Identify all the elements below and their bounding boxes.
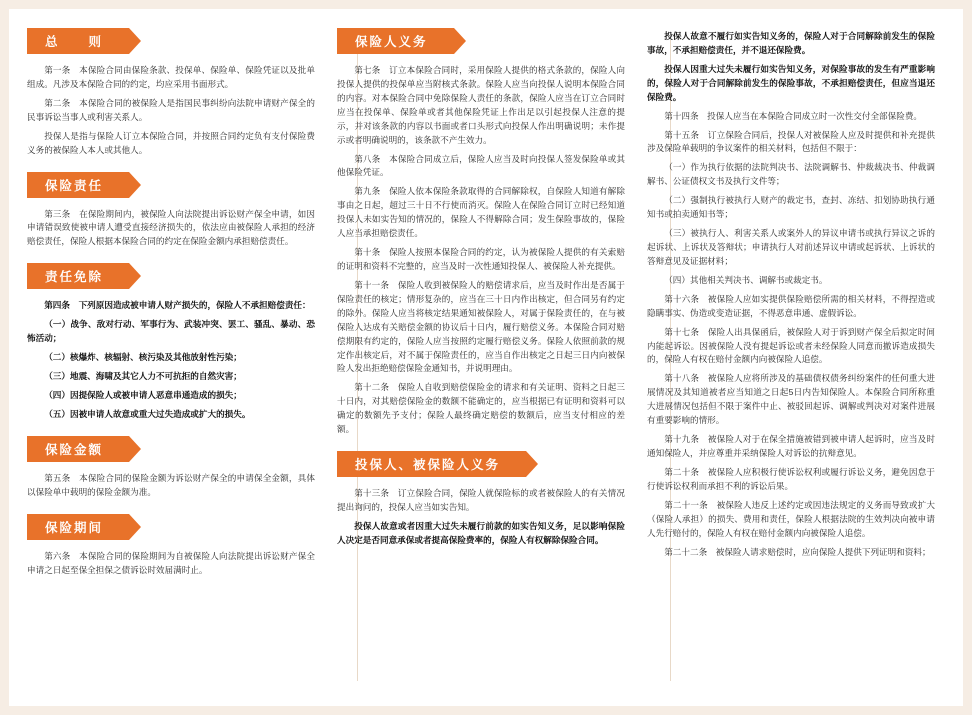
section-heading-label: 保险金额 [45, 442, 104, 457]
paragraph: 第十三条 订立保险合同，保险人就保险标的或者被保险人的有关情况提出询问的，投保人应当如实告知。 [337, 488, 625, 512]
paragraph: 第七条 订立本保险合同时，采用保险人提供的格式条款的，保险人向投保人提供的投保单应当附核式条款。保险人应当向投保人说明本保险合同的内容。对本保险合同中免除保险人责任的条款，保险人应当在订立合同时应当在投保单、保险单或者其他保险凭证上作出足以引起投保人注意的提示，并对该条款的内容以书面或者口头形式向投保人作出明确说明；未作提示或者明确说明的，该条款不产生效力。 [337, 65, 625, 145]
section-heading-label: 保险期间 [45, 520, 104, 535]
section-policyholder-obligations [337, 451, 625, 548]
paragraph: 第六条 本保险合同的保险期间为自被保险人向法院提出诉讼财产保全申请之日起至保全担保之债诉讼时效届满时止。 [27, 550, 315, 575]
section-general-provisions [27, 28, 315, 158]
paragraph: （五）因被申请人故意或重大过失造成或扩大的损失。 [44, 408, 251, 419]
paragraph: 投保人故意或者因重大过失未履行前款的如实告知义务，足以影响保险人决定是否同意承保或者提高保险费率的，保险人有权解除保险合同。 [337, 520, 625, 545]
section-continued [647, 30, 935, 559]
paragraph: 第四条 下列原因造成被申请人财产损失的，保险人不承担赔偿责任： [44, 300, 311, 311]
paragraph: （一）战争、敌对行动、军事行为、武装冲突、罢工、骚乱、暴动、恐怖活动； [27, 319, 315, 344]
section-insurance-period [27, 514, 315, 578]
paragraph: （二）强制执行被执行人财产的裁定书，查封、冻结、扣划协助执行通知书或拍卖通知书等； [647, 195, 935, 220]
section-heading-label: 保险责任 [45, 178, 104, 193]
paragraph: 第二十条 被保险人应积极行使诉讼权利或履行诉讼义务，避免因怠于行使诉讼权利而承担不利的诉讼后果。 [647, 466, 935, 491]
section-heading-insurance-liability [27, 172, 315, 198]
paragraph: 第十七条 保险人出具保函后，被保险人对于诉到财产保全后拟定时间内能起诉讼。因被保险人没有提起诉讼或者未经保险人同意而撤诉造成损失的，保险人有权在赔付金额内向被保险人追偿。 [647, 326, 935, 365]
section-heading-general-provisions [27, 28, 315, 54]
paragraph: 第十条 保险人按照本保险合同的约定，认为被保险人提供的有关索赔的证明和资料不完整的，应当及时一次性通知投保人、被保险人补充提供。 [337, 247, 625, 271]
section-heading-insured-amount [27, 436, 315, 462]
column-3 [647, 28, 935, 693]
paragraph: 第八条 本保险合同成立后，保险人应当及时向投保人签发保险单或其他保险凭证。 [337, 153, 625, 178]
paragraph: 投保人故意不履行如实告知义务的，保险人对于合同解除前发生的保险事故，不承担赔偿责任，并不退还保险费。 [647, 31, 935, 55]
paragraph: （一）作为执行依据的法院判决书、法院调解书、仲裁裁决书、仲裁调解书、公证债权文书及执行文件等； [647, 162, 935, 187]
paragraph: 第十九条 被保险人对于在保全措施被错到被申请人起诉时，应当及时通知保险人，并应尊重并采纳保险人对诉讼的抗辩意见。 [647, 434, 935, 458]
section-heading-insurance-period [27, 514, 315, 540]
paragraph: 第九条 保险人依本保险条款取得的合同解除权，自保险人知道有解除事由之日起，超过三十日不行使而消灭。保险人在保险合同订立时已经知道投保人未如实告知的情况的，保险人不得解除合同；发生保险事故的，保险人应当承担赔偿责任。 [337, 186, 625, 239]
paragraph: （二）核爆炸、核辐射、核污染及其他放射性污染； [44, 352, 242, 363]
paragraph: 第二十一条 被保险人违反上述约定或因违法规定的义务而导致或扩大（保险人承担）的损失、费用和责任，保险人根据法院的生效判决向被申请人先行赔付的，保险人有权在赔付金额内向被保险人追偿。 [647, 499, 935, 538]
column-1 [27, 28, 315, 693]
column-2 [337, 28, 625, 693]
paragraph: 投保人因重大过失未履行如实告知义务，对保险事故的发生有严重影响的，保险人对于合同解除前发生的保险事故，不承担赔偿责任，但应当退还保险费。 [647, 63, 935, 102]
section-heading-insurer-obligations [337, 28, 625, 54]
columns-container [27, 28, 945, 693]
paragraph: 第三条 在保险期间内，被保险人向法院提出诉讼财产保全申请，如因申请错误致使被申请人遭受直接经济损失的，依法应由被保险人承担的经济赔偿责任，保险人根据本保险合同的约定在保险金额内承担赔偿责任。 [27, 208, 315, 247]
paragraph: （四）因提保险人或被申请人恶意串通造成的损失； [44, 389, 242, 400]
paragraph: 投保人是指与保险人订立本保险合同，并按照合同约定负有支付保险费义务的被保险人本人或其他人。 [27, 130, 315, 155]
section-heading-label: 保险人义务 [355, 35, 428, 49]
paragraph: 第五条 本保险合同的保险金额为诉讼财产保全的申请保全金额，具体以保险单中载明的保险金额为准。 [27, 472, 315, 497]
paragraph: 第十一条 保险人收到被保险人的赔偿请求后，应当及时作出是否属于保险责任的核定；情形复杂的，应当在三十日内作出核定，但合同另有约定的除外。保险人应当将核定结果通知被保险人，对属于保险责任的，在与被保险人达成有关赔偿金额的协议后十日内，履行赔偿义务。本保险合同对赔偿期限有约定的，保险人应当按照约定履行赔偿义务。保险人依照前款的规定作出核定后，对不属于保险责任的，应当自作出核定之日起三日内向被保险人发出拒绝赔偿保险金通知书，并说明理由。 [337, 279, 625, 374]
section-insurance-liability [27, 172, 315, 250]
section-insured-amount [27, 436, 315, 500]
paragraph: 第十二条 保险人自收到赔偿保险金的请求和有关证明、资料之日起三十日内，对其赔偿保险金的数额不能确定的，应当根据已有证明和资料可以确定的数额先予支付；保险人最终确定赔偿的数额后，应当支付相应的差额。 [337, 382, 625, 435]
section-heading-policyholder-obligations [337, 451, 625, 477]
paragraph: 第二十二条 被保险人请求赔偿时，应向保险人提供下列证明和资料； [664, 546, 931, 557]
section-heading-label: 投保人、被保险人义务 [355, 458, 501, 473]
paragraph: （四）其他相关判决书、调解书或裁定书。 [664, 274, 828, 285]
paragraph: （三）被执行人、利害关系人或案外人的异议申请书或执行异议之诉的起诉状、上诉状及答辩状；申请执行人对前述异议申请或起诉状、上诉状的答辩意见及证据材料； [647, 228, 935, 266]
paragraph: 第十八条 被保险人应将所涉及的基础债权债务纠纷案件的任何重大进展情况及其知道被者应当知道之日起5日内告知保险人。本保险合同所称重大进展情况包括但不限于案件中止、被驳回起诉、调解或判决对对案件进展有重要影响的情形。 [647, 373, 935, 426]
section-liability-exclusions [27, 263, 315, 421]
paragraph: （三）地震、海啸及其它人力不可抗拒的自然灾害； [44, 370, 242, 381]
section-heading-liability-exclusions [27, 263, 315, 289]
section-insurer-obligations [337, 28, 625, 437]
paragraph: 第十六条 被保险人应如实提供保险赔偿所需的相关材料，不得捏造或隐瞒事实、伪造或变造证据，不得恶意串通、虚假诉讼。 [647, 293, 935, 318]
paragraph: 第十四条 投保人应当在本保险合同成立时一次性交付全部保险费。 [664, 110, 923, 121]
paragraph: 第一条 本保险合同由保险条款、投保单、保险单、保险凭证以及批单组成。凡涉及本保险合同的约定，均应采用书面形式。 [27, 65, 315, 89]
section-heading-label: 总 则 [45, 35, 104, 49]
paragraph: 第十五条 订立保险合同后，投保人对被保险人应及时提供和补充提供涉及保险单载明的争议案件的相关材料，包括但不限于： [647, 129, 935, 154]
paragraph: 第二条 本保险合同的被保险人是指国民事纠纷向法院申请财产保全的民事诉讼当事人或利害关系人。 [27, 97, 315, 122]
section-heading-label: 责任免除 [45, 270, 104, 285]
